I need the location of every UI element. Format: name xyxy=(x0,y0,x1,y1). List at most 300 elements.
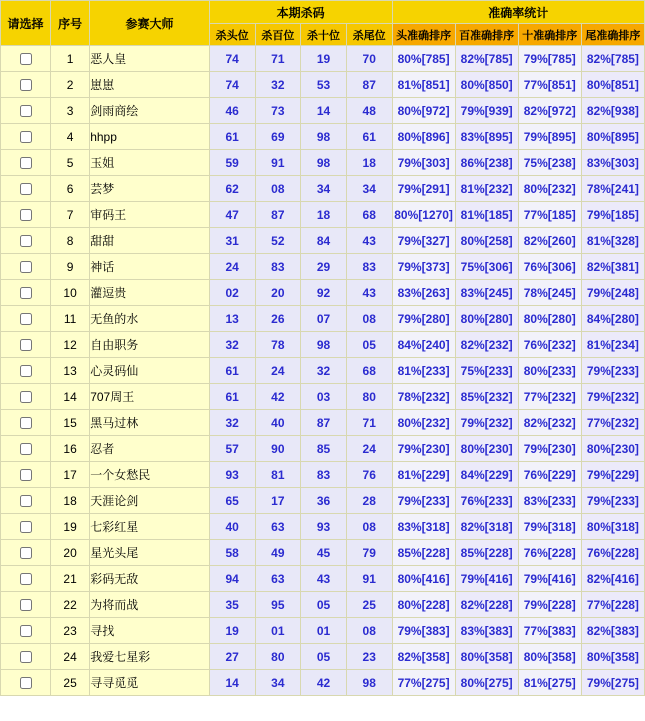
row-accuracy-value: 80%[851] xyxy=(581,72,644,98)
row-kill-value: 32 xyxy=(255,72,301,98)
row-select-checkbox[interactable] xyxy=(20,443,32,455)
row-master-name[interactable]: 一个女愁民 xyxy=(90,462,210,488)
table-row xyxy=(1,332,645,358)
row-kill-value: 35 xyxy=(209,592,255,618)
row-accuracy-value: 79%[230] xyxy=(518,436,581,462)
row-select-cell[interactable] xyxy=(1,72,51,98)
row-kill-value: 83 xyxy=(301,462,347,488)
row-accuracy-value: 77%[275] xyxy=(392,670,455,696)
row-master-name[interactable]: 无鱼的水 xyxy=(90,306,210,332)
row-index: 5 xyxy=(51,150,90,176)
row-accuracy-value: 79%[939] xyxy=(455,98,518,124)
row-accuracy-value: 81%[232] xyxy=(455,176,518,202)
row-accuracy-value: 79%[303] xyxy=(392,150,455,176)
row-index: 12 xyxy=(51,332,90,358)
row-select-checkbox[interactable] xyxy=(20,79,32,91)
row-master-name[interactable]: 恶人皇 xyxy=(90,46,210,72)
row-select-checkbox[interactable] xyxy=(20,599,32,611)
row-kill-value: 61 xyxy=(209,384,255,410)
row-kill-value: 71 xyxy=(346,410,392,436)
row-kill-value: 08 xyxy=(255,176,301,202)
row-index: 17 xyxy=(51,462,90,488)
row-accuracy-value: 79%[280] xyxy=(392,306,455,332)
row-select-checkbox[interactable] xyxy=(20,183,32,195)
header-group-accuracy: 准确率统计 xyxy=(392,1,644,24)
row-kill-value: 43 xyxy=(346,228,392,254)
row-accuracy-value: 82%[785] xyxy=(581,46,644,72)
row-select-cell[interactable] xyxy=(1,150,51,176)
table-row xyxy=(1,436,645,462)
row-master-name[interactable]: 七彩红星 xyxy=(90,514,210,540)
row-accuracy-value: 82%[383] xyxy=(581,618,644,644)
table-row xyxy=(1,384,645,410)
header-acc-head[interactable]: 头准确排序 xyxy=(392,24,455,46)
row-accuracy-value: 81%[328] xyxy=(581,228,644,254)
row-accuracy-value: 79%[228] xyxy=(518,592,581,618)
row-accuracy-value: 77%[851] xyxy=(518,72,581,98)
row-accuracy-value: 80%[358] xyxy=(455,644,518,670)
header-master: 参赛大师 xyxy=(90,1,210,46)
row-kill-value: 08 xyxy=(346,618,392,644)
row-index: 10 xyxy=(51,280,90,306)
row-accuracy-value: 85%[232] xyxy=(455,384,518,410)
row-kill-value: 34 xyxy=(301,176,347,202)
row-select-cell[interactable] xyxy=(1,46,51,72)
row-select-cell[interactable] xyxy=(1,358,51,384)
row-select-checkbox[interactable] xyxy=(20,287,32,299)
row-index: 19 xyxy=(51,514,90,540)
row-kill-value: 74 xyxy=(209,72,255,98)
row-kill-value: 05 xyxy=(346,332,392,358)
row-accuracy-value: 81%[229] xyxy=(392,462,455,488)
row-select-cell[interactable] xyxy=(1,202,51,228)
row-kill-value: 74 xyxy=(209,46,255,72)
row-kill-value: 61 xyxy=(209,124,255,150)
table-row xyxy=(1,670,645,696)
row-kill-value: 32 xyxy=(209,332,255,358)
row-select-cell[interactable] xyxy=(1,540,51,566)
row-accuracy-value: 81%[275] xyxy=(518,670,581,696)
row-kill-value: 14 xyxy=(301,98,347,124)
row-select-cell[interactable] xyxy=(1,488,51,514)
row-index: 21 xyxy=(51,566,90,592)
row-kill-value: 87 xyxy=(346,72,392,98)
table-row xyxy=(1,306,645,332)
row-master-name[interactable]: 剑雨商绘 xyxy=(90,98,210,124)
header-group-kill: 本期杀码 xyxy=(209,1,392,24)
row-kill-value: 24 xyxy=(255,358,301,384)
row-accuracy-value: 82%[972] xyxy=(518,98,581,124)
row-accuracy-value: 80%[318] xyxy=(581,514,644,540)
row-master-name[interactable]: 黑马过林 xyxy=(90,410,210,436)
row-index: 15 xyxy=(51,410,90,436)
row-kill-value: 87 xyxy=(301,410,347,436)
row-accuracy-value: 82%[785] xyxy=(455,46,518,72)
table-row xyxy=(1,540,645,566)
row-index: 11 xyxy=(51,306,90,332)
row-accuracy-value: 79%[248] xyxy=(581,280,644,306)
row-select-checkbox[interactable] xyxy=(20,235,32,247)
row-kill-value: 78 xyxy=(255,332,301,358)
row-kill-value: 03 xyxy=(301,384,347,410)
row-kill-value: 90 xyxy=(255,436,301,462)
header-index: 序号 xyxy=(51,1,90,46)
row-select-cell[interactable] xyxy=(1,306,51,332)
row-accuracy-value: 79%[327] xyxy=(392,228,455,254)
row-master-name[interactable]: 寻寻觅觅 xyxy=(90,670,210,696)
row-kill-value: 63 xyxy=(255,566,301,592)
row-kill-value: 61 xyxy=(209,358,255,384)
row-master-name[interactable]: 707周王 xyxy=(90,384,210,410)
row-accuracy-value: 83%[318] xyxy=(392,514,455,540)
row-kill-value: 40 xyxy=(209,514,255,540)
table-row xyxy=(1,592,645,618)
row-accuracy-value: 80%[275] xyxy=(455,670,518,696)
table-row xyxy=(1,176,645,202)
row-accuracy-value: 79%[185] xyxy=(581,202,644,228)
row-select-checkbox[interactable] xyxy=(20,53,32,65)
row-accuracy-value: 80%[230] xyxy=(455,436,518,462)
table-row xyxy=(1,358,645,384)
row-accuracy-value: 84%[280] xyxy=(581,306,644,332)
row-master-name[interactable]: 自由职务 xyxy=(90,332,210,358)
row-select-cell[interactable] xyxy=(1,410,51,436)
row-accuracy-value: 83%[233] xyxy=(518,488,581,514)
row-select-checkbox[interactable] xyxy=(20,105,32,117)
row-accuracy-value: 80%[972] xyxy=(392,98,455,124)
row-select-cell[interactable] xyxy=(1,176,51,202)
table-row xyxy=(1,488,645,514)
row-master-name[interactable]: 为将而战 xyxy=(90,592,210,618)
row-kill-value: 40 xyxy=(255,410,301,436)
row-kill-value: 98 xyxy=(301,150,347,176)
row-select-checkbox[interactable] xyxy=(20,651,32,663)
row-accuracy-value: 79%[275] xyxy=(581,670,644,696)
row-accuracy-value: 83%[895] xyxy=(455,124,518,150)
row-kill-value: 68 xyxy=(346,358,392,384)
row-accuracy-value: 79%[785] xyxy=(518,46,581,72)
row-accuracy-value: 80%[1270] xyxy=(392,202,455,228)
row-kill-value: 32 xyxy=(209,410,255,436)
row-accuracy-value: 78%[241] xyxy=(581,176,644,202)
row-accuracy-value: 81%[233] xyxy=(392,358,455,384)
table-row xyxy=(1,124,645,150)
table-row xyxy=(1,644,645,670)
row-accuracy-value: 79%[383] xyxy=(392,618,455,644)
row-index: 14 xyxy=(51,384,90,410)
header-kill-tail: 杀尾位 xyxy=(346,24,392,46)
row-index: 9 xyxy=(51,254,90,280)
row-kill-value: 19 xyxy=(301,46,347,72)
row-accuracy-value: 76%[233] xyxy=(455,488,518,514)
row-kill-value: 61 xyxy=(346,124,392,150)
row-select-checkbox[interactable] xyxy=(20,469,32,481)
row-accuracy-value: 82%[232] xyxy=(518,410,581,436)
row-master-name[interactable]: 芸梦 xyxy=(90,176,210,202)
row-select-checkbox[interactable] xyxy=(20,573,32,585)
row-select-cell[interactable] xyxy=(1,280,51,306)
row-index: 16 xyxy=(51,436,90,462)
row-accuracy-value: 81%[185] xyxy=(455,202,518,228)
row-kill-value: 94 xyxy=(209,566,255,592)
row-kill-value: 47 xyxy=(209,202,255,228)
row-select-cell[interactable] xyxy=(1,670,51,696)
row-index: 23 xyxy=(51,618,90,644)
row-accuracy-value: 79%[373] xyxy=(392,254,455,280)
row-accuracy-value: 75%[238] xyxy=(518,150,581,176)
row-kill-value: 80 xyxy=(346,384,392,410)
row-select-cell[interactable] xyxy=(1,384,51,410)
header-acc-tail[interactable]: 尾准确排序 xyxy=(581,24,644,46)
row-kill-value: 02 xyxy=(209,280,255,306)
row-kill-value: 31 xyxy=(209,228,255,254)
row-accuracy-value: 75%[233] xyxy=(455,358,518,384)
row-kill-value: 29 xyxy=(301,254,347,280)
row-select-cell[interactable] xyxy=(1,592,51,618)
row-kill-value: 43 xyxy=(346,280,392,306)
row-kill-value: 98 xyxy=(301,332,347,358)
row-select-checkbox[interactable] xyxy=(20,625,32,637)
row-kill-value: 19 xyxy=(209,618,255,644)
row-index: 25 xyxy=(51,670,90,696)
header-acc-ten[interactable]: 十准确排序 xyxy=(518,24,581,46)
row-kill-value: 79 xyxy=(346,540,392,566)
row-kill-value: 27 xyxy=(209,644,255,670)
row-select-cell[interactable] xyxy=(1,124,51,150)
row-accuracy-value: 80%[416] xyxy=(392,566,455,592)
row-accuracy-value: 85%[228] xyxy=(455,540,518,566)
row-kill-value: 98 xyxy=(346,670,392,696)
row-kill-value: 59 xyxy=(209,150,255,176)
row-master-name[interactable]: 天涯论剑 xyxy=(90,488,210,514)
row-accuracy-value: 77%[232] xyxy=(518,384,581,410)
row-accuracy-value: 81%[851] xyxy=(392,72,455,98)
row-kill-value: 62 xyxy=(209,176,255,202)
header-kill-hundred: 杀百位 xyxy=(255,24,301,46)
row-accuracy-value: 84%[240] xyxy=(392,332,455,358)
row-master-name[interactable]: 玉姐 xyxy=(90,150,210,176)
row-accuracy-value: 79%[233] xyxy=(581,488,644,514)
row-master-name[interactable]: 灌逗贵 xyxy=(90,280,210,306)
row-accuracy-value: 79%[230] xyxy=(392,436,455,462)
row-select-checkbox[interactable] xyxy=(20,313,32,325)
row-master-name[interactable]: 崽崽 xyxy=(90,72,210,98)
row-select-checkbox[interactable] xyxy=(20,521,32,533)
row-select-checkbox[interactable] xyxy=(20,209,32,221)
table-row xyxy=(1,618,645,644)
row-kill-value: 36 xyxy=(301,488,347,514)
row-accuracy-value: 78%[232] xyxy=(392,384,455,410)
row-accuracy-value: 82%[416] xyxy=(581,566,644,592)
row-kill-value: 45 xyxy=(301,540,347,566)
row-accuracy-value: 77%[228] xyxy=(581,592,644,618)
row-accuracy-value: 82%[228] xyxy=(455,592,518,618)
row-accuracy-value: 80%[895] xyxy=(581,124,644,150)
row-select-checkbox[interactable] xyxy=(20,339,32,351)
row-select-cell[interactable] xyxy=(1,566,51,592)
header-kill-head: 杀头位 xyxy=(209,24,255,46)
row-select-checkbox[interactable] xyxy=(20,131,32,143)
header-acc-hundred[interactable]: 百准确排序 xyxy=(455,24,518,46)
row-accuracy-value: 79%[291] xyxy=(392,176,455,202)
row-kill-value: 80 xyxy=(255,644,301,670)
row-accuracy-value: 79%[318] xyxy=(518,514,581,540)
row-kill-value: 34 xyxy=(346,176,392,202)
row-kill-value: 32 xyxy=(301,358,347,384)
table-row xyxy=(1,514,645,540)
row-select-checkbox[interactable] xyxy=(20,417,32,429)
table-row xyxy=(1,566,645,592)
table-row xyxy=(1,280,645,306)
row-select-cell[interactable] xyxy=(1,514,51,540)
row-accuracy-value: 79%[895] xyxy=(518,124,581,150)
table-row xyxy=(1,98,645,124)
row-kill-value: 08 xyxy=(346,514,392,540)
row-kill-value: 76 xyxy=(346,462,392,488)
row-accuracy-value: 80%[850] xyxy=(455,72,518,98)
row-select-cell[interactable] xyxy=(1,618,51,644)
row-accuracy-value: 83%[245] xyxy=(455,280,518,306)
row-kill-value: 68 xyxy=(346,202,392,228)
row-accuracy-value: 84%[229] xyxy=(455,462,518,488)
row-kill-value: 69 xyxy=(255,124,301,150)
row-accuracy-value: 76%[306] xyxy=(518,254,581,280)
row-accuracy-value: 79%[229] xyxy=(581,462,644,488)
row-kill-value: 58 xyxy=(209,540,255,566)
row-accuracy-value: 79%[232] xyxy=(581,384,644,410)
table-body xyxy=(1,46,645,696)
row-accuracy-value: 80%[230] xyxy=(581,436,644,462)
row-kill-value: 65 xyxy=(209,488,255,514)
row-master-name[interactable]: 我爱七星彩 xyxy=(90,644,210,670)
row-kill-value: 05 xyxy=(301,592,347,618)
row-kill-value: 53 xyxy=(301,72,347,98)
row-select-checkbox[interactable] xyxy=(20,547,32,559)
row-kill-value: 98 xyxy=(301,124,347,150)
row-kill-value: 95 xyxy=(255,592,301,618)
row-accuracy-value: 79%[233] xyxy=(392,488,455,514)
row-select-checkbox[interactable] xyxy=(20,391,32,403)
row-kill-value: 42 xyxy=(301,670,347,696)
row-accuracy-value: 80%[785] xyxy=(392,46,455,72)
row-kill-value: 34 xyxy=(255,670,301,696)
row-kill-value: 23 xyxy=(346,644,392,670)
row-kill-value: 92 xyxy=(301,280,347,306)
row-kill-value: 13 xyxy=(209,306,255,332)
row-select-checkbox[interactable] xyxy=(20,261,32,273)
row-accuracy-value: 80%[233] xyxy=(518,358,581,384)
row-accuracy-value: 76%[232] xyxy=(518,332,581,358)
row-kill-value: 87 xyxy=(255,202,301,228)
row-accuracy-value: 79%[233] xyxy=(581,358,644,384)
row-index: 3 xyxy=(51,98,90,124)
row-kill-value: 49 xyxy=(255,540,301,566)
row-kill-value: 01 xyxy=(255,618,301,644)
row-master-name[interactable]: 忍者 xyxy=(90,436,210,462)
row-select-cell[interactable] xyxy=(1,98,51,124)
table-row xyxy=(1,410,645,436)
row-select-checkbox[interactable] xyxy=(20,495,32,507)
row-accuracy-value: 82%[358] xyxy=(392,644,455,670)
row-kill-value: 26 xyxy=(255,306,301,332)
row-accuracy-value: 80%[258] xyxy=(455,228,518,254)
row-index: 7 xyxy=(51,202,90,228)
row-select-cell[interactable] xyxy=(1,228,51,254)
table-row xyxy=(1,150,645,176)
row-kill-value: 07 xyxy=(301,306,347,332)
row-kill-value: 81 xyxy=(255,462,301,488)
row-master-name[interactable]: 审码王 xyxy=(90,202,210,228)
row-accuracy-value: 76%[228] xyxy=(581,540,644,566)
row-accuracy-value: 77%[383] xyxy=(518,618,581,644)
row-accuracy-value: 82%[938] xyxy=(581,98,644,124)
row-kill-value: 25 xyxy=(346,592,392,618)
row-kill-value: 20 xyxy=(255,280,301,306)
row-index: 6 xyxy=(51,176,90,202)
row-accuracy-value: 80%[280] xyxy=(518,306,581,332)
table-row xyxy=(1,46,645,72)
row-accuracy-value: 77%[185] xyxy=(518,202,581,228)
row-master-name[interactable]: 星光头尾 xyxy=(90,540,210,566)
row-kill-value: 48 xyxy=(346,98,392,124)
row-master-name[interactable]: 神话 xyxy=(90,254,210,280)
row-accuracy-value: 80%[232] xyxy=(518,176,581,202)
row-select-cell[interactable] xyxy=(1,462,51,488)
row-kill-value: 71 xyxy=(255,46,301,72)
row-accuracy-value: 80%[358] xyxy=(581,644,644,670)
row-accuracy-value: 83%[383] xyxy=(455,618,518,644)
row-master-name[interactable]: 寻找 xyxy=(90,618,210,644)
row-master-name[interactable]: 彩码无敌 xyxy=(90,566,210,592)
row-accuracy-value: 82%[318] xyxy=(455,514,518,540)
row-kill-value: 73 xyxy=(255,98,301,124)
row-select-checkbox[interactable] xyxy=(20,365,32,377)
row-master-name[interactable]: 心灵码仙 xyxy=(90,358,210,384)
row-kill-value: 70 xyxy=(346,46,392,72)
row-accuracy-value: 80%[358] xyxy=(518,644,581,670)
table-row xyxy=(1,72,645,98)
row-select-cell[interactable] xyxy=(1,254,51,280)
table-header-group-row xyxy=(1,1,645,24)
row-select-cell[interactable] xyxy=(1,644,51,670)
row-accuracy-value: 82%[381] xyxy=(581,254,644,280)
row-kill-value: 63 xyxy=(255,514,301,540)
row-kill-value: 42 xyxy=(255,384,301,410)
row-index: 4 xyxy=(51,124,90,150)
row-master-name[interactable]: 甜甜 xyxy=(90,228,210,254)
row-select-checkbox[interactable] xyxy=(20,677,32,689)
row-kill-value: 83 xyxy=(346,254,392,280)
row-index: 20 xyxy=(51,540,90,566)
row-kill-value: 18 xyxy=(301,202,347,228)
row-accuracy-value: 81%[234] xyxy=(581,332,644,358)
row-kill-value: 46 xyxy=(209,98,255,124)
header-kill-ten: 杀十位 xyxy=(301,24,347,46)
row-kill-value: 28 xyxy=(346,488,392,514)
row-select-cell[interactable] xyxy=(1,332,51,358)
row-accuracy-value: 80%[280] xyxy=(455,306,518,332)
row-index: 18 xyxy=(51,488,90,514)
row-kill-value: 57 xyxy=(209,436,255,462)
row-kill-value: 91 xyxy=(346,566,392,592)
row-accuracy-value: 76%[229] xyxy=(518,462,581,488)
row-kill-value: 93 xyxy=(301,514,347,540)
row-master-name[interactable]: hhpp xyxy=(90,124,210,150)
row-select-cell[interactable] xyxy=(1,436,51,462)
row-select-checkbox[interactable] xyxy=(20,157,32,169)
row-accuracy-value: 82%[232] xyxy=(455,332,518,358)
row-kill-value: 93 xyxy=(209,462,255,488)
